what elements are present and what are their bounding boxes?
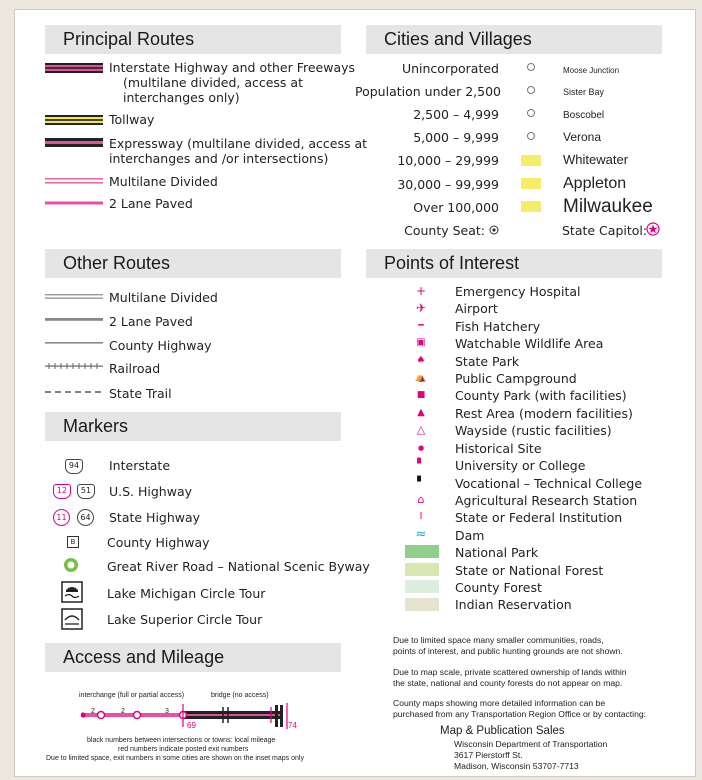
fish-icon: ━: [418, 321, 424, 331]
poi-hospital-label: Emergency Hospital: [455, 284, 581, 299]
city-class-label-under-2500: Population under 2,500: [355, 84, 502, 99]
city-class-label-10000-29999: 10,000 – 29,999: [397, 153, 499, 168]
institution-icon: I: [419, 511, 423, 522]
dam-icon: ≈: [415, 527, 427, 542]
city-example-boscobel: Boscobel: [563, 110, 605, 121]
note-map-scale-2: the state, national and county forests do not appear on map.: [393, 678, 623, 688]
area-indian-reservation-label: Indian Reservation: [455, 597, 572, 612]
poi-agricultural-label: Agricultural Research Station: [455, 493, 638, 508]
other-multilane-line-symbol: [45, 293, 103, 300]
freeway-label-line2: (multilane divided, access at: [123, 75, 303, 90]
state-trail-label: State Trail: [109, 386, 172, 401]
lake-michigan-tour-label: Lake Michigan Circle Tour: [107, 586, 266, 601]
state-highway-marker-label: State Highway: [109, 510, 201, 525]
city-example-whitewater: Whitewater: [563, 152, 629, 167]
interstate-shield-icon: 94: [65, 459, 83, 474]
outline-triangle-icon: △: [416, 423, 426, 436]
expressway-label-line2: interchanges and /or intersections): [109, 151, 329, 166]
county-forest-swatch: [405, 580, 439, 593]
county-highway-line-symbol: [45, 341, 103, 345]
poi-airport-label: Airport: [455, 301, 498, 316]
railroad-line-symbol: [45, 362, 103, 370]
other-multilane-label: Multilane Divided: [109, 290, 218, 305]
5000-9999-dot-icon: [527, 132, 535, 140]
poi-wayside-label: Wayside (rustic facilities): [455, 423, 612, 438]
city-class-label-30000-99999: 30,000 – 99,999: [397, 177, 499, 192]
state-forest-swatch: [405, 563, 439, 576]
poi-university-label: University or College: [455, 458, 586, 473]
county-seat-icon: [489, 225, 499, 235]
city-class-label-unincorporated: Unincorporated: [401, 61, 499, 76]
markers-header: Markers: [45, 412, 341, 441]
state-highway-circle-red-icon: 11: [53, 509, 70, 526]
mileage-number-a: 2: [91, 708, 95, 715]
poi-vocational-label: Vocational – Technical College: [455, 476, 643, 491]
other-two-lane-label: 2 Lane Paved: [109, 314, 193, 329]
lake-superior-tour-label: Lake Superior Circle Tour: [107, 612, 263, 627]
poi-dam-label: Dam: [455, 528, 485, 543]
county-seat-label: County Seat:: [404, 223, 485, 238]
2500-4999-dot-icon: [527, 109, 535, 117]
principal-multilane-line-symbol: [45, 177, 103, 185]
tree-icon: ♠: [416, 355, 426, 366]
county-highway-route-label: County Highway: [109, 338, 212, 353]
unincorporated-dot-icon: [527, 63, 535, 71]
interstate-marker-label: Interstate: [109, 458, 171, 473]
area-county-forest-label: County Forest: [455, 580, 542, 595]
poi-rest-area-label: Rest Area (modern facilities): [455, 406, 633, 421]
poi-historical-label: Historical Site: [455, 441, 542, 456]
area-state-forest-label: State or National Forest: [455, 563, 604, 578]
city-example-milwaukee: Milwaukee: [563, 196, 653, 217]
barn-icon: ⌂: [417, 493, 425, 506]
freeway-label-line3: interchanges only): [123, 90, 240, 105]
national-park-swatch: [405, 545, 439, 558]
expressway-label-line1: Expressway (multilane divided, access at: [109, 136, 368, 151]
address-line-1: Wisconsin Department of Transportation: [454, 739, 608, 749]
principal-two-lane-label: 2 Lane Paved: [109, 196, 193, 211]
over-100000-area-swatch: [521, 201, 541, 212]
exit-number-a: 69: [187, 721, 196, 730]
indian-reservation-swatch: [405, 598, 439, 611]
under-2500-dot-icon: [527, 86, 535, 94]
university-icon: ▘: [417, 459, 425, 470]
vocational-icon: ▘: [417, 477, 425, 488]
exit-number-b: 74: [288, 721, 297, 730]
state-capitol-star-icon: [646, 222, 660, 236]
binoculars-icon: ▣: [416, 337, 426, 348]
city-class-label-2500-4999: 2,500 – 4,999: [413, 107, 499, 122]
railroad-label: Railroad: [109, 361, 161, 376]
address-line-2: 3617 Pierstorff St.: [454, 750, 523, 760]
inset-map-note: Due to limited space, exit numbers in some cities are shown on the inset maps only: [46, 755, 304, 762]
note-county-maps-1: County maps showing more detailed information can be: [393, 698, 606, 708]
poi-campground-label: Public Campground: [455, 371, 577, 386]
points-of-interest-header: Points of Interest: [366, 249, 662, 278]
tollway-line-symbol: [45, 114, 103, 126]
principal-two-lane-line-symbol: [45, 200, 103, 206]
dot-icon: ●: [417, 444, 425, 452]
exit-number-note: red numbers indicate posted exit numbers: [118, 746, 249, 753]
mileage-number-c: 3: [165, 708, 169, 715]
city-example-verona: Verona: [563, 130, 602, 144]
principal-multilane-label: Multilane Divided: [109, 174, 218, 189]
county-highway-box-icon: B: [67, 536, 79, 548]
other-routes-header: Other Routes: [45, 249, 341, 278]
hospital-cross-icon: +: [415, 284, 427, 298]
interchange-note: interchange (full or partial access): [79, 692, 185, 699]
note-limited-space-1: Due to limited space many smaller communities, roads,: [393, 635, 604, 645]
freeway-label-line1: Interstate Highway and other Freeways: [109, 60, 356, 75]
poi-institution-label: State or Federal Institution: [455, 510, 623, 525]
expressway-line-symbol: [45, 138, 103, 148]
address-line-3: Madison, Wisconsin 53707-7713: [454, 761, 579, 771]
cities-villages-header: Cities and Villages: [366, 25, 662, 54]
map-sales-title: Map & Publication Sales: [440, 725, 565, 737]
access-mileage-header: Access and Mileage: [45, 643, 341, 672]
city-example-sister-bay: Sister Bay: [563, 87, 605, 97]
note-limited-space-2: points of interest, and public hunting grounds are not shown.: [393, 646, 623, 656]
city-class-label-5000-9999: 5,000 – 9,999: [413, 130, 499, 145]
10000-29999-area-swatch: [521, 155, 541, 166]
area-national-park-label: National Park: [455, 545, 539, 560]
tent-icon: ⛺: [415, 373, 427, 383]
30000-99999-area-swatch: [521, 178, 541, 189]
us-highway-shield-icon: 51: [77, 484, 95, 499]
square-icon: ■: [416, 390, 426, 400]
note-map-scale-1: Due to map scale, private scattered ownership of lands within: [393, 667, 627, 677]
city-example-appleton: Appleton: [563, 175, 627, 192]
poi-state-park-label: State Park: [455, 354, 520, 369]
local-mileage-note: black numbers between intersections or towns: local mileage: [87, 737, 276, 744]
interstate-freeway-line-symbol: [45, 62, 103, 74]
tollway-label: Tollway: [109, 112, 155, 127]
poi-county-park-label: County Park (with facilities): [455, 388, 627, 403]
great-river-road-label: Great River Road – National Scenic Byway: [107, 559, 370, 574]
us-highway-marker-label: U.S. Highway: [109, 484, 193, 499]
principal-routes-header: Principal Routes: [45, 25, 341, 54]
airplane-icon: ✈: [415, 301, 427, 315]
state-highway-circle-icon: 64: [77, 509, 94, 526]
city-example-moose-junction: Moose Junction: [563, 66, 620, 75]
state-capitol-label: State Capitol:: [562, 223, 648, 238]
lake-michigan-circle-tour-icon: [61, 581, 83, 603]
lake-superior-circle-tour-icon: [61, 608, 83, 630]
other-two-lane-line-symbol: [45, 317, 103, 322]
poi-wildlife-label: Watchable Wildlife Area: [455, 336, 604, 351]
great-river-road-icon: [63, 557, 79, 573]
poi-fish-hatchery-label: Fish Hatchery: [455, 319, 541, 334]
mileage-number-b: 2: [121, 708, 125, 715]
county-highway-marker-label: County Highway: [107, 535, 210, 550]
access-mileage-diagram: [81, 703, 295, 737]
map-legend-panel: [14, 9, 696, 777]
state-trail-line-symbol: [45, 390, 103, 394]
filled-triangle-icon: ▲: [417, 407, 425, 418]
us-highway-shield-red-icon: 12: [53, 484, 71, 499]
note-county-maps-2: purchased from any Transportation Region Office or by contacting:: [393, 709, 647, 719]
bridge-note: bridge (no access): [211, 692, 269, 699]
city-class-label-over-100000: Over 100,000: [413, 200, 499, 215]
